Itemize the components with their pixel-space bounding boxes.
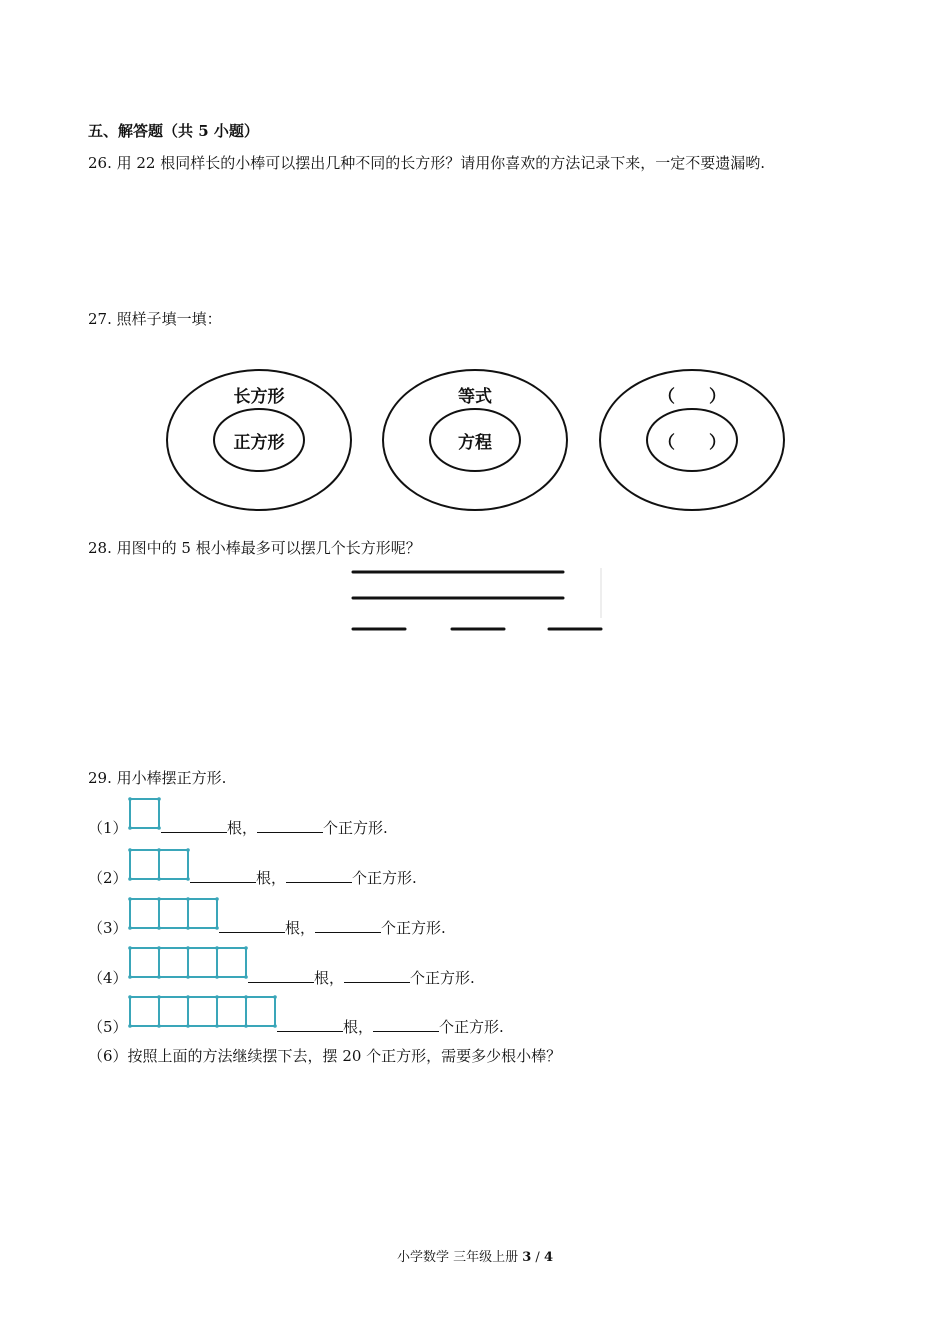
item-answer-line <box>248 968 475 988</box>
stick-joint <box>157 1024 161 1028</box>
stick-joint <box>128 946 132 950</box>
unit-gen: 根， <box>227 819 258 837</box>
item-answer-line <box>219 918 446 938</box>
stick-joint <box>128 995 132 999</box>
unit-squares: 个正方形. <box>439 1018 504 1036</box>
inner-label-1: 正方形 <box>233 433 285 453</box>
unit-squares: 个正方形. <box>381 919 446 937</box>
stick-joint <box>128 877 132 881</box>
square-count-blank[interactable] <box>373 1017 439 1032</box>
square-count-blank[interactable] <box>315 918 381 933</box>
item-label: （5） <box>88 1018 128 1036</box>
stick-joint <box>128 1024 132 1028</box>
stick-joint <box>186 1024 190 1028</box>
stick-joint <box>157 926 161 930</box>
stick-joint <box>186 995 190 999</box>
stick-joint <box>215 897 219 901</box>
q29-item-5 <box>88 1017 504 1037</box>
stick-count-blank[interactable] <box>190 868 256 883</box>
footer-page: 3 <box>522 1250 532 1265</box>
outer-label-3: （ ） <box>658 387 726 407</box>
stick-joint <box>215 1024 219 1028</box>
stick-joint <box>157 897 161 901</box>
stick-joint <box>186 926 190 930</box>
item-label: （4） <box>88 969 128 987</box>
stick-joint <box>215 995 219 999</box>
stick-joint <box>157 848 161 852</box>
item-answer-line <box>161 818 388 838</box>
square-count-blank[interactable] <box>344 968 410 983</box>
square-sticks-figure <box>128 995 277 1031</box>
unit-gen: 根， <box>343 1018 374 1036</box>
item-label: （1） <box>88 819 128 837</box>
stick-joint <box>215 946 219 950</box>
item-answer-line <box>190 868 417 888</box>
stick-joint <box>128 797 132 801</box>
unit-gen: 根， <box>256 869 287 887</box>
stick-joint <box>186 946 190 950</box>
unit-gen: 根， <box>314 969 345 987</box>
stick-joint <box>157 995 161 999</box>
stick-joint <box>128 826 132 830</box>
q29-item-2 <box>88 868 417 888</box>
stick-joint <box>128 926 132 930</box>
square-sticks-figure <box>128 797 161 833</box>
square-sticks-figure <box>128 848 190 884</box>
question-29-part-6: （6）按照上面的方法继续摆下去，摆 20 个正方形，需要多少根小棒？ <box>88 1047 562 1065</box>
question-28: 28. 用图中的 5 根小棒最多可以摆几个长方形呢？ <box>88 539 421 557</box>
stick-joint <box>186 897 190 901</box>
footer-subject: 小学数学 三年级上册 <box>396 1250 523 1265</box>
stick-joint <box>244 946 248 950</box>
unit-squares: 个正方形. <box>323 819 388 837</box>
stick-joint <box>273 995 277 999</box>
inner-label-3: （ ） <box>658 433 726 453</box>
q29-item-4 <box>88 968 475 988</box>
item-label: （3） <box>88 919 128 937</box>
square-count-blank[interactable] <box>286 868 352 883</box>
outer-label-1: 长方形 <box>233 387 285 407</box>
stick-joint <box>157 975 161 979</box>
stick-count-blank[interactable] <box>219 918 285 933</box>
stick-joint <box>215 975 219 979</box>
stick-joint <box>186 848 190 852</box>
q29-item-3 <box>88 918 446 938</box>
stick-joint <box>128 848 132 852</box>
square-sticks-figure <box>128 897 219 933</box>
stick-count-blank[interactable] <box>248 968 314 983</box>
question-29: 29. 用小棒摆正方形. <box>88 769 227 787</box>
question-26: 26. 用 22 根同样长的小棒可以摆出几种不同的长方形？请用你喜欢的方法记录下来，一定不要遗漏哟. <box>88 154 766 172</box>
stick-joint <box>186 975 190 979</box>
stick-joint <box>157 946 161 950</box>
stick-count-blank[interactable] <box>277 1017 343 1032</box>
unit-squares: 个正方形. <box>352 869 417 887</box>
section-title: 五、解答题（共 5 小题） <box>88 122 259 140</box>
inner-label-2: 方程 <box>458 433 492 453</box>
stick-joint <box>157 797 161 801</box>
stick-joint <box>244 995 248 999</box>
footer-sep: / <box>531 1250 544 1265</box>
stick-count-blank[interactable] <box>161 818 227 833</box>
unit-gen: 根， <box>285 919 316 937</box>
stick-joint <box>128 897 132 901</box>
item-label: （2） <box>88 869 128 887</box>
square-sticks-figure <box>128 946 248 982</box>
outer-label-2: 等式 <box>458 387 492 407</box>
footer-total: 4 <box>543 1250 553 1265</box>
stick-joint <box>244 1024 248 1028</box>
item-answer-line <box>277 1017 504 1037</box>
stick-joint <box>157 877 161 881</box>
question-27: 27. 照样子填一填： <box>88 310 222 328</box>
q29-item-1 <box>88 818 388 838</box>
page-footer <box>0 1246 950 1265</box>
square-count-blank[interactable] <box>257 818 323 833</box>
stick-joint <box>128 975 132 979</box>
unit-squares: 个正方形. <box>410 969 475 987</box>
